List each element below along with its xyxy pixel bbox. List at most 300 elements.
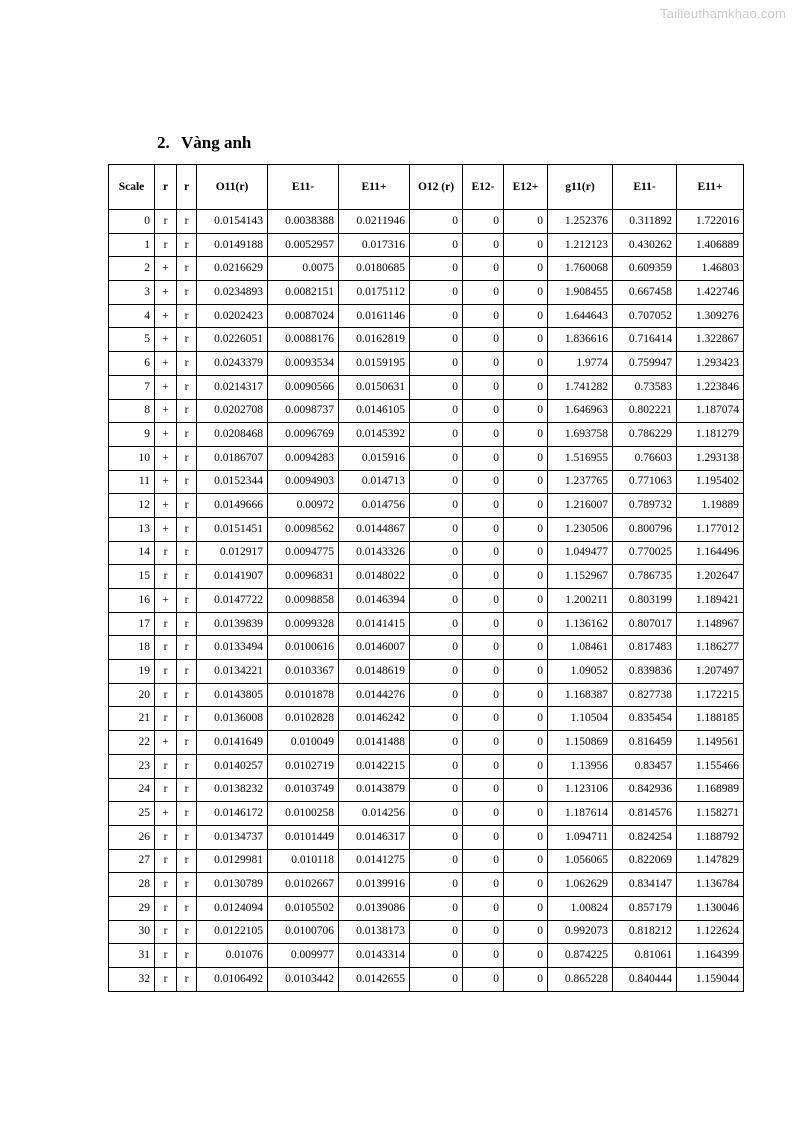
table-cell: 0.992073 [548,920,613,944]
table-cell: 0 [463,612,504,636]
table-cell: 0.0142215 [339,754,410,778]
table-cell: r [177,944,197,968]
table-cell: 1.760068 [548,257,613,281]
table-cell: + [155,517,177,541]
table-cell: 0 [504,565,548,589]
table-cell: 0.839836 [613,660,677,684]
table-cell: 0.0214317 [197,375,268,399]
table-cell: 1.516955 [548,446,613,470]
table-cell: 0.0243379 [197,352,268,376]
table-row [109,494,744,518]
table-cell: 0 [410,375,463,399]
column-header: r [155,165,177,210]
table-cell: 0.0098858 [268,589,339,613]
table-cell: 0 [410,399,463,423]
table-cell: 0.0211946 [339,210,410,234]
table-cell: 0.0102828 [268,707,339,731]
table-cell: 1.172215 [677,683,744,707]
table-cell: 30 [109,920,155,944]
table-cell: 0.771063 [613,470,677,494]
table-cell: 0.0134221 [197,660,268,684]
table-cell: + [155,328,177,352]
table-cell: 0 [504,446,548,470]
table-cell: 10 [109,446,155,470]
table-cell: 0 [463,873,504,897]
table-cell: 1.200211 [548,589,613,613]
table-cell: 0 [463,517,504,541]
data-table [108,164,744,992]
table-cell: 0 [504,968,548,992]
table-cell: 1.741282 [548,375,613,399]
table-cell: 16 [109,589,155,613]
table-cell: 1.158271 [677,802,744,826]
table-cell: 0 [410,683,463,707]
table-cell: 0.814576 [613,802,677,826]
table-cell: 0.0100258 [268,802,339,826]
table-cell: 1.122624 [677,920,744,944]
table-cell: r [155,210,177,234]
table-cell: r [155,660,177,684]
table-header [109,165,744,210]
table-cell: 0 [463,565,504,589]
table-row [109,636,744,660]
table-cell: 0 [410,731,463,755]
table-cell: 0 [504,375,548,399]
table-row [109,944,744,968]
table-cell: 0 [463,281,504,305]
table-cell: 0 [410,802,463,826]
table-cell: 4 [109,304,155,328]
table-cell: 0 [463,754,504,778]
table-row [109,446,744,470]
table-cell: 0.0098562 [268,517,339,541]
column-header: E12+ [504,165,548,210]
table-cell: r [155,541,177,565]
table-cell: 0.716414 [613,328,677,352]
table-cell: 0 [410,968,463,992]
table-cell: 0.01076 [197,944,268,968]
table-cell: 1.422746 [677,281,744,305]
table-cell: 0 [504,873,548,897]
table-cell: 7 [109,375,155,399]
table-cell: 0 [463,257,504,281]
table-cell: 0.0103442 [268,968,339,992]
table-cell: r [177,636,197,660]
table-cell: r [155,612,177,636]
table-cell: 0 [109,210,155,234]
table-cell: 0.800796 [613,517,677,541]
table-cell: 1.148967 [677,612,744,636]
table-cell: r [177,446,197,470]
table-cell: 1.136162 [548,612,613,636]
table-cell: 0.0134737 [197,825,268,849]
table-cell: 1.10504 [548,707,613,731]
table-cell: 0.0138173 [339,920,410,944]
table-cell: 0 [463,731,504,755]
table-cell: 1.149561 [677,731,744,755]
table-cell: 0.81061 [613,944,677,968]
table-cell: 12 [109,494,155,518]
table-cell: 1.147829 [677,849,744,873]
table-cell: 0.0145392 [339,423,410,447]
table-cell: 0 [504,517,548,541]
table-cell: 1.646963 [548,399,613,423]
table-cell: 0.667458 [613,281,677,305]
column-header: r [177,165,197,210]
table-cell: 0 [463,399,504,423]
table-cell: 1.136784 [677,873,744,897]
table-cell: r [155,233,177,257]
table-cell: 13 [109,517,155,541]
table-cell: + [155,399,177,423]
table-cell: 0 [504,707,548,731]
table-cell: 27 [109,849,155,873]
table-cell: 0.0144276 [339,683,410,707]
table-cell: 0 [410,896,463,920]
table-cell: 1.230506 [548,517,613,541]
table-cell: r [155,754,177,778]
table-cell: 0.014713 [339,470,410,494]
table-cell: 0 [410,754,463,778]
table-cell: 0.803199 [613,589,677,613]
table-cell: 0.0146242 [339,707,410,731]
table-cell: 0.0162819 [339,328,410,352]
table-cell: 0 [504,233,548,257]
table-cell: r [177,731,197,755]
section-title: Vàng anh [181,133,252,152]
table-cell: 0 [504,731,548,755]
table-cell: 0.807017 [613,612,677,636]
table-cell: 1.177012 [677,517,744,541]
table-cell: 0 [504,896,548,920]
table-cell: 5 [109,328,155,352]
table-cell: 0.0175112 [339,281,410,305]
table-row [109,825,744,849]
table-cell: 0.0093534 [268,352,339,376]
table-cell: 0.822069 [613,849,677,873]
table-cell: 0 [463,944,504,968]
table-cell: 1.00824 [548,896,613,920]
table-cell: 1.123106 [548,778,613,802]
section-number: 2. [157,133,170,152]
table-cell: 0.0143314 [339,944,410,968]
table-cell: 1.46803 [677,257,744,281]
table-cell: 11 [109,470,155,494]
table-cell: 1.293138 [677,446,744,470]
table-cell: + [155,304,177,328]
table-cell: 0 [410,423,463,447]
table-cell: 1.181279 [677,423,744,447]
table-cell: r [177,754,197,778]
column-header: E11+ [677,165,744,210]
column-header: O12 (r) [410,165,463,210]
table-cell: 0.0143879 [339,778,410,802]
table-cell: 0.802221 [613,399,677,423]
table-cell: 0.0088176 [268,328,339,352]
table-cell: 0.0133494 [197,636,268,660]
table-row [109,612,744,636]
table-cell: 0 [463,233,504,257]
table-cell: r [177,210,197,234]
table-cell: 0.0143805 [197,683,268,707]
table-cell: 0 [410,707,463,731]
table-row [109,896,744,920]
table-cell: 18 [109,636,155,660]
table-cell: r [155,636,177,660]
table-cell: 1.207497 [677,660,744,684]
table-cell: 0 [410,825,463,849]
table-cell: 1.908455 [548,281,613,305]
table-cell: 0 [504,683,548,707]
table-row [109,423,744,447]
table-cell: 0.0139086 [339,896,410,920]
table-cell: r [177,233,197,257]
table-cell: 0.834147 [613,873,677,897]
table-cell: 0.786229 [613,423,677,447]
table-row [109,802,744,826]
table-cell: 1.19889 [677,494,744,518]
table-cell: 0.0038388 [268,210,339,234]
table-cell: 0 [463,683,504,707]
table-cell: 0.0082151 [268,281,339,305]
table-cell: 0.0129981 [197,849,268,873]
table-cell: 28 [109,873,155,897]
watermark: Tailieuthamkhao.com [660,6,786,21]
table-cell: 0 [504,636,548,660]
table-cell: 1.188185 [677,707,744,731]
table-cell: r [177,849,197,873]
table-cell: 0 [463,352,504,376]
table-cell: 0.76603 [613,446,677,470]
table-cell: 0.0094903 [268,470,339,494]
table-cell: 0.0146317 [339,825,410,849]
table-row [109,257,744,281]
table-cell: 0 [504,423,548,447]
table-cell: 1.223846 [677,375,744,399]
table-cell: + [155,446,177,470]
table-cell: 1.168387 [548,683,613,707]
table-cell: + [155,802,177,826]
table-cell: 0.0142655 [339,968,410,992]
table-cell: 1.187614 [548,802,613,826]
table-cell: 0.017316 [339,233,410,257]
table-cell: 1.322867 [677,328,744,352]
table-cell: 0.0141488 [339,731,410,755]
table-cell: 0.818212 [613,920,677,944]
table-row [109,328,744,352]
table-cell: 1.056065 [548,849,613,873]
table-cell: 0 [410,778,463,802]
table-cell: 0.0149188 [197,233,268,257]
table-cell: r [177,968,197,992]
table-cell: r [177,825,197,849]
table-cell: r [177,494,197,518]
table-cell: 0 [410,281,463,305]
table-cell: 1.293423 [677,352,744,376]
table-cell: 0 [504,944,548,968]
table-row [109,707,744,731]
table-cell: 0 [504,470,548,494]
table-cell: 1.09052 [548,660,613,684]
table-cell: 0 [410,541,463,565]
header-row [109,165,744,210]
table-cell: 0.707052 [613,304,677,328]
table-cell: 0 [463,636,504,660]
table-cell: 21 [109,707,155,731]
table-cell: 0 [504,660,548,684]
table-cell: 0.0208468 [197,423,268,447]
table-cell: 1.164496 [677,541,744,565]
table-cell: r [177,257,197,281]
column-header: g11(r) [548,165,613,210]
table-cell: r [177,423,197,447]
table-cell: + [155,470,177,494]
table-cell: 0 [504,754,548,778]
table-row [109,589,744,613]
table-cell: + [155,257,177,281]
table-cell: 26 [109,825,155,849]
table-cell: 0.0136008 [197,707,268,731]
table-cell: 0 [410,944,463,968]
table-cell: 0.0130789 [197,873,268,897]
table-cell: 1.644643 [548,304,613,328]
table-cell: r [155,944,177,968]
table-cell: 0 [410,352,463,376]
table-cell: 0 [410,494,463,518]
table-cell: r [177,707,197,731]
table-cell: 0.0159195 [339,352,410,376]
table-cell: 0.0103367 [268,660,339,684]
table-cell: 32 [109,968,155,992]
table-cell: 0.0234893 [197,281,268,305]
table-cell: 0.865228 [548,968,613,992]
table-cell: 1.189421 [677,589,744,613]
table-cell: 0.0143326 [339,541,410,565]
table-cell: 0 [410,849,463,873]
table-cell: 1.693758 [548,423,613,447]
table-cell: r [177,470,197,494]
table-cell: 0.835454 [613,707,677,731]
table-cell: r [155,707,177,731]
column-header: E11- [613,165,677,210]
table-cell: 0 [410,446,463,470]
table-cell: 0 [410,257,463,281]
table-cell: 0 [504,494,548,518]
table-cell: 0.0146105 [339,399,410,423]
table-cell: 0.015916 [339,446,410,470]
table-cell: 0 [463,494,504,518]
table-cell: r [155,778,177,802]
table-cell: 0.842936 [613,778,677,802]
table-cell: 0.816459 [613,731,677,755]
table-cell: 1.722016 [677,210,744,234]
table-cell: 8 [109,399,155,423]
table-cell: 0.770025 [613,541,677,565]
table-cell: 0 [410,233,463,257]
table-cell: 0 [410,920,463,944]
table-cell: 0 [410,612,463,636]
table-cell: r [155,968,177,992]
table-cell: r [177,328,197,352]
table-cell: 0.0090566 [268,375,339,399]
table-cell: 1.9774 [548,352,613,376]
table-cell: 0.0216629 [197,257,268,281]
table-row [109,873,744,897]
table-cell: r [177,517,197,541]
table-cell: r [177,896,197,920]
table-cell: 2 [109,257,155,281]
table-cell: r [155,565,177,589]
table-cell: 0.0154143 [197,210,268,234]
table-cell: 0.0102667 [268,873,339,897]
table-cell: 0 [410,304,463,328]
table-cell: 0 [410,565,463,589]
table-cell: 1.406889 [677,233,744,257]
table-cell: 0.0148022 [339,565,410,589]
table-cell: 0 [410,210,463,234]
table-row [109,754,744,778]
table-cell: 1.062629 [548,873,613,897]
table-cell: 0.0149666 [197,494,268,518]
table-row [109,281,744,305]
table-cell: 0.0094775 [268,541,339,565]
table-cell: 0.0146007 [339,636,410,660]
table-cell: 0 [504,849,548,873]
table-cell: 0 [463,849,504,873]
table-row [109,541,744,565]
table-cell: 0 [410,589,463,613]
table-cell: + [155,352,177,376]
table-cell: r [155,825,177,849]
table-row [109,210,744,234]
table-cell: 0.0124094 [197,896,268,920]
table-cell: 0.789732 [613,494,677,518]
table-row [109,352,744,376]
table-cell: 0 [504,210,548,234]
table-cell: 0.0202423 [197,304,268,328]
table-cell: 0.0100616 [268,636,339,660]
table-cell: 0.0052957 [268,233,339,257]
table-cell: 0.012917 [197,541,268,565]
column-header: E11+ [339,165,410,210]
table-cell: 0.0075 [268,257,339,281]
table-cell: 0.0202708 [197,399,268,423]
table-cell: 1.202647 [677,565,744,589]
table-cell: + [155,731,177,755]
table-cell: 0.0101878 [268,683,339,707]
table-cell: 0.0139839 [197,612,268,636]
table-cell: 0 [504,328,548,352]
table-row [109,470,744,494]
table-cell: 0.827738 [613,683,677,707]
table-cell: 14 [109,541,155,565]
table-cell: 0.609359 [613,257,677,281]
table-cell: 25 [109,802,155,826]
table-cell: 0.840444 [613,968,677,992]
table-cell: 0.759947 [613,352,677,376]
table-cell: r [177,873,197,897]
table-cell: 0 [410,517,463,541]
table-cell: 0.0100706 [268,920,339,944]
table-cell: 0 [463,541,504,565]
table-row [109,778,744,802]
table-cell: + [155,375,177,399]
table-cell: 0 [504,541,548,565]
table-cell: 0 [504,778,548,802]
table-cell: 0.83457 [613,754,677,778]
table-cell: r [177,660,197,684]
table-cell: 0 [463,328,504,352]
